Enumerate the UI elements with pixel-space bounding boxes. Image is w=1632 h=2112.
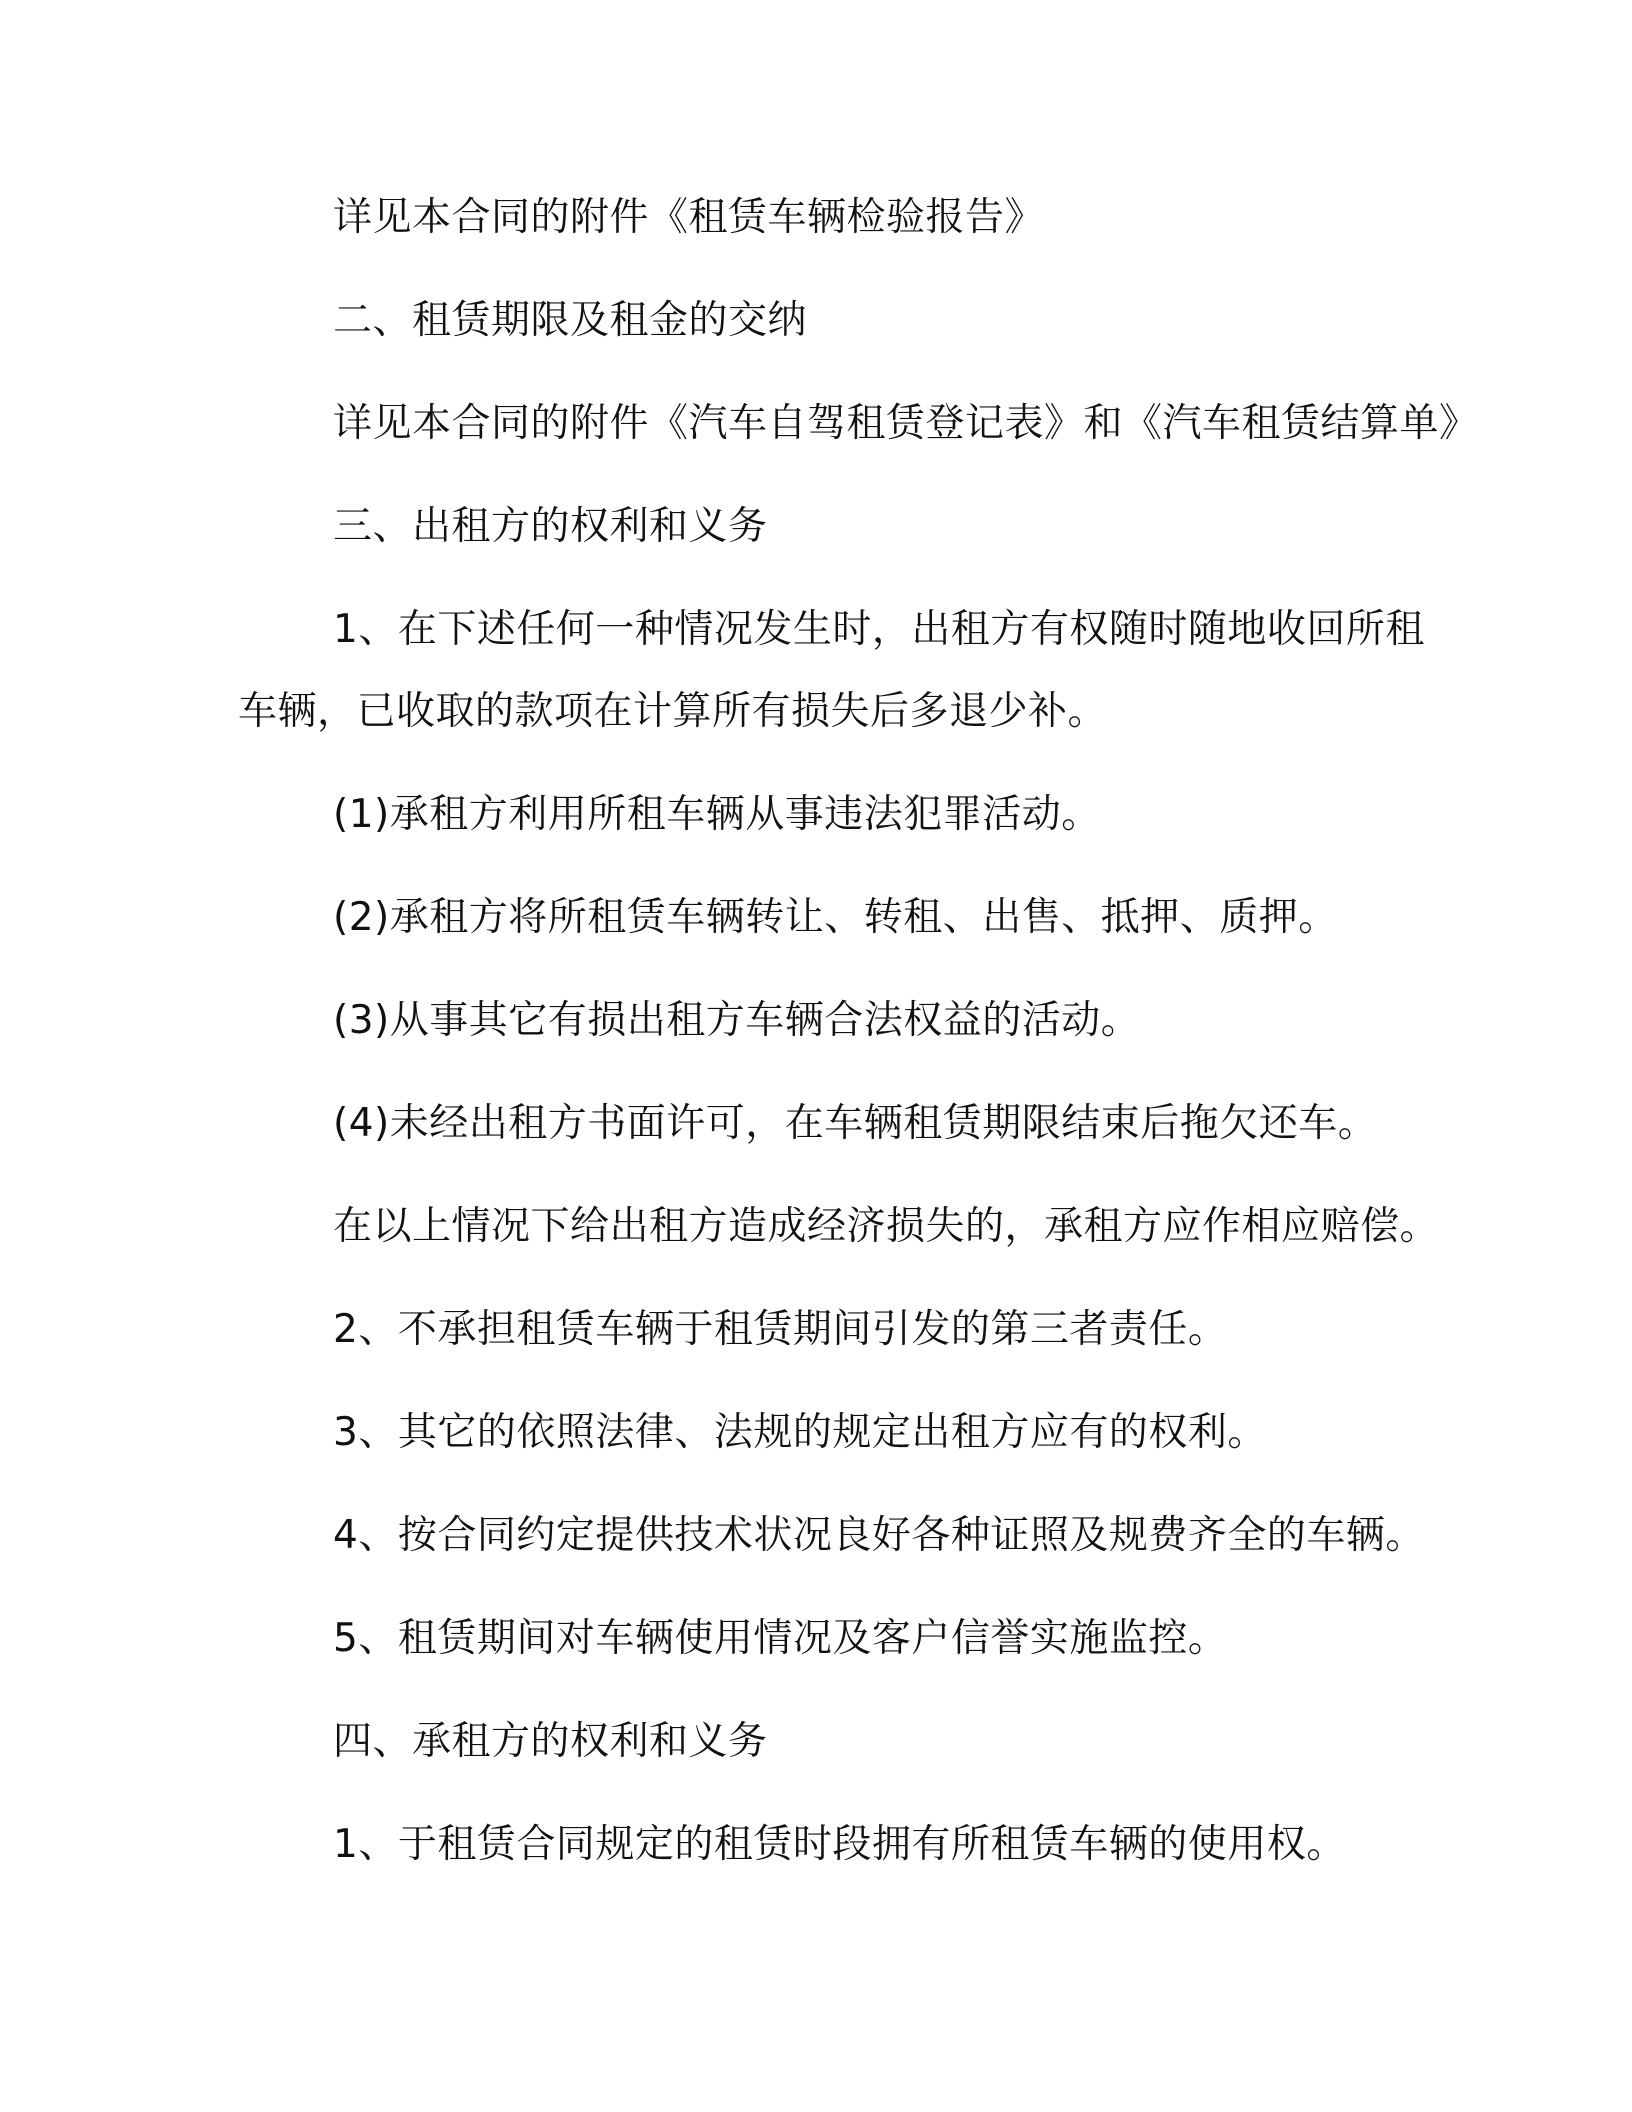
lessor-right-1-line-b: 车辆，已收取的款项在计算所有损失后多退少补。	[238, 689, 1108, 734]
lessor-right-4-line: 4、按合同约定提供技术状况良好各种证照及规费齐全的车辆。	[333, 1513, 1425, 1558]
clause-item-3: (3)从事其它有损出租方车辆合法权益的活动。	[333, 998, 1141, 1043]
section-three-heading: 三、出租方的权利和义务	[333, 504, 768, 549]
lessor-right-3-line: 3、其它的依照法律、法规的规定出租方应有的权利。	[333, 1410, 1267, 1455]
lessor-right-1-line-a: 1、在下述任何一种情况发生时，出租方有权随时随地收回所租	[333, 607, 1425, 652]
clause-item-2: (2)承租方将所租赁车辆转让、转租、出售、抵押、质押。	[333, 895, 1338, 940]
lessor-right-2-line: 2、不承担租赁车辆于租赁期间引发的第三者责任。	[333, 1307, 1228, 1352]
clause-item-1: (1)承租方利用所租车辆从事违法犯罪活动。	[333, 792, 1101, 837]
lessor-right-5-line: 5、租赁期间对车辆使用情况及客户信誉实施监控。	[333, 1616, 1228, 1661]
section-four-heading: 四、承租方的权利和义务	[333, 1719, 768, 1764]
annex-inspection-report-line: 详见本合同的附件《租赁车辆检验报告》	[333, 195, 1045, 240]
compensation-line: 在以上情况下给出租方造成经济损失的，承租方应作相应赔偿。	[333, 1204, 1440, 1249]
clause-item-4: (4)未经出租方书面许可，在车辆租赁期限结束后拖欠还车。	[333, 1101, 1378, 1146]
section-two-heading: 二、租赁期限及租金的交纳	[333, 298, 808, 343]
lessee-right-1-line: 1、于租赁合同规定的租赁时段拥有所租赁车辆的使用权。	[333, 1822, 1346, 1867]
annex-registration-line: 详见本合同的附件《汽车自驾租赁登记表》和《汽车租赁结算单》	[333, 401, 1479, 446]
